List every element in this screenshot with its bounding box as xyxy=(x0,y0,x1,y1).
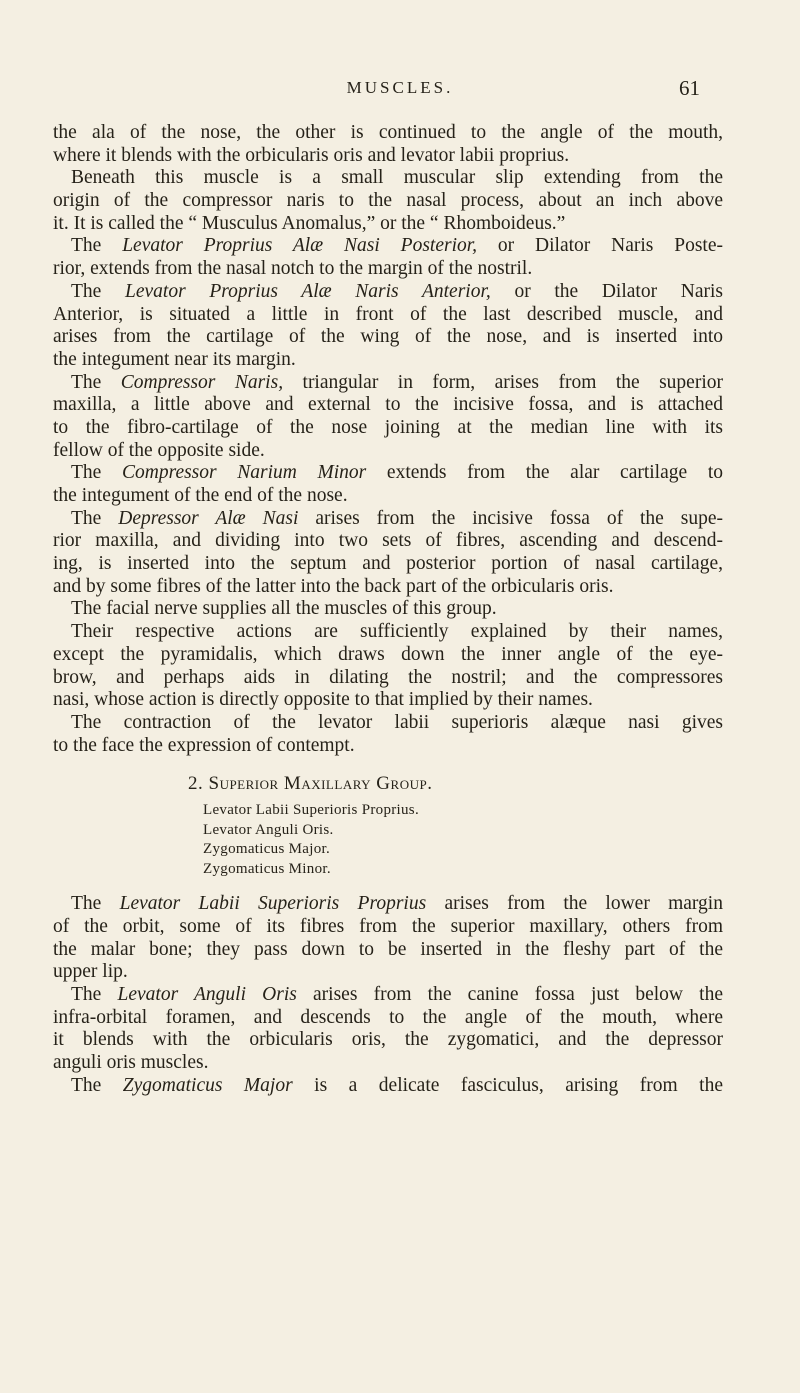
text-run: origin of the compressor naris to the nasal process, about an inch above xyxy=(53,190,723,212)
text-line xyxy=(53,1007,723,1030)
text-run: rior maxilla, and dividing into two sets of fibres, ascending and descend- xyxy=(53,530,723,552)
text-run: The xyxy=(71,462,122,484)
text-run: The facial nerve supplies all the muscles of this group. xyxy=(71,598,497,620)
text-line xyxy=(53,508,723,531)
text-run: arises from the incisive fossa of the supe- xyxy=(298,507,723,529)
text-run: The xyxy=(71,280,125,302)
text-run: Their respective actions are sufficiently explained by their names, xyxy=(71,621,723,643)
paragraph xyxy=(53,984,723,1075)
section-number: 2. xyxy=(188,773,204,795)
text-run: brow, and perhaps aids in dilating the nostril; and the compressores xyxy=(53,666,723,688)
text-line xyxy=(53,281,723,304)
text-line xyxy=(53,304,723,327)
text-line xyxy=(53,689,723,712)
text-run: anguli oris muscles. xyxy=(53,1052,209,1074)
text-line xyxy=(53,122,723,145)
text-run: The xyxy=(71,235,123,257)
text-run: extends from the alar cartilage to xyxy=(366,462,723,484)
text-run: Beneath this muscle is a small muscular slip extending from the xyxy=(71,167,723,189)
text-run: Anterior, is situated a little in front of the last described muscle, and xyxy=(53,303,723,325)
text-run: arises from the lower margin xyxy=(426,893,723,915)
text-line xyxy=(53,462,723,485)
text-run: infra-orbital foramen, and descends to the angle of the mouth, where xyxy=(53,1006,723,1028)
text-line xyxy=(53,417,723,440)
text-line xyxy=(53,984,723,1007)
text-run: is a delicate fasciculus, arising from the xyxy=(292,1074,723,1096)
text-run: the malar bone; they pass down to be inserted in the fleshy part of the xyxy=(53,938,723,960)
text-line xyxy=(53,372,723,395)
muscle-name: Levator Anguli Oris xyxy=(117,984,297,1005)
text-line xyxy=(53,190,723,213)
text-line xyxy=(53,598,723,621)
text-line xyxy=(53,576,723,599)
text-line xyxy=(53,712,723,735)
muscle-name: Compressor Narium Minor xyxy=(121,462,367,484)
muscle-list-item: Zygomaticus Minor. xyxy=(203,860,331,877)
text-line xyxy=(53,1029,723,1052)
paragraphs-before-section xyxy=(53,122,723,757)
muscle-list-item: Levator Labii Superioris Proprius. xyxy=(203,802,419,819)
text-run: ing, is inserted into the septum and posterior portion of nasal cartilage, xyxy=(53,553,723,575)
text-line xyxy=(53,961,723,984)
text-line xyxy=(53,1075,723,1098)
text-run: where it blends with the orbicularis oris and levator labii proprius. xyxy=(53,144,570,166)
running-title: MUSCLES. xyxy=(346,78,454,97)
text-run: or the Dilator Naris xyxy=(490,280,723,302)
text-run: the ala of the nose, the other is continued to the angle of the mouth, xyxy=(53,122,723,143)
paragraph xyxy=(53,893,723,984)
text-line xyxy=(53,553,723,576)
text-line xyxy=(53,485,723,508)
paragraph xyxy=(53,372,723,463)
muscle-name: Compressor Naris, xyxy=(120,371,284,393)
section-title: Superior Maxillary Group. xyxy=(208,773,433,795)
text-run: maxilla, a little above and external to the incisive fossa, and is attached xyxy=(53,394,723,416)
text-run: The contraction of the levator labii superioris alæque nasi gives xyxy=(71,711,723,733)
text-run: triangular in form, arises from the superior xyxy=(283,371,723,393)
text-line xyxy=(53,235,723,258)
text-line xyxy=(53,916,723,939)
section-heading xyxy=(53,767,723,801)
text-run: rior, extends from the nasal notch to the margin of the nostril. xyxy=(53,258,533,280)
text-run: The xyxy=(71,893,120,915)
text-line xyxy=(53,394,723,417)
text-line xyxy=(53,893,723,916)
paragraph xyxy=(53,281,723,372)
text-run: The xyxy=(71,507,119,529)
muscle-name: Depressor Alæ Nasi xyxy=(118,507,299,529)
muscle-name: Zygomaticus Major xyxy=(122,1074,293,1096)
paragraph xyxy=(53,621,723,712)
muscle-list xyxy=(53,801,723,879)
text-run: to the fibro-cartilage of the nose joining at the median line with its xyxy=(53,416,723,438)
paragraph xyxy=(53,598,723,621)
text-run: or Dilator Naris Poste- xyxy=(477,235,723,257)
text-line xyxy=(53,167,723,190)
text-line xyxy=(53,258,723,281)
paragraph xyxy=(53,508,723,599)
text-run: The xyxy=(71,371,121,393)
text-line xyxy=(53,326,723,349)
text-run: it. It is called the “ Musculus Anomalus,” or the “ Rhomboideus.” xyxy=(53,212,566,234)
text-line xyxy=(53,349,723,372)
text-run: arises from the cartilage of the wing of the nose, and is inserted into xyxy=(53,326,723,348)
text-run: upper lip. xyxy=(53,961,128,983)
text-line xyxy=(53,1052,723,1075)
muscle-list-item: Zygomaticus Major. xyxy=(203,841,331,858)
paragraph xyxy=(53,1075,723,1098)
paragraph xyxy=(53,462,723,507)
muscle-list-item: Levator Anguli Oris. xyxy=(203,821,334,838)
muscle-name: Levator Proprius Alæ Nasi Posterior, xyxy=(122,235,478,257)
text-line xyxy=(53,644,723,667)
text-run: and by some fibres of the latter into the back part of the orbicularis oris. xyxy=(53,575,614,597)
text-run: arises from the canine fossa just below the xyxy=(296,984,723,1005)
text-line xyxy=(53,213,723,236)
paragraph xyxy=(53,712,723,757)
running-head xyxy=(0,78,800,108)
paragraphs-after-section xyxy=(53,893,723,1097)
page-number: 61 xyxy=(679,76,700,100)
text-line xyxy=(53,440,723,463)
text-line xyxy=(53,145,723,168)
text-line xyxy=(53,939,723,962)
paragraph xyxy=(53,235,723,280)
text-run: The xyxy=(71,984,118,1005)
text-run: of the orbit, some of its fibres from the superior maxillary, others from xyxy=(53,915,723,937)
text-run: the integument of the end of the nose. xyxy=(53,485,348,506)
paragraph xyxy=(53,167,723,235)
text-run: The xyxy=(71,1074,123,1096)
text-run: nasi, whose action is directly opposite to that implied by their names. xyxy=(53,689,593,711)
text-run: to the face the expression of contempt. xyxy=(53,734,355,756)
muscle-name: Levator Labii Superioris Proprius xyxy=(119,893,427,915)
text-run: fellow of the opposite side. xyxy=(53,439,265,461)
paragraph xyxy=(53,122,723,167)
text-line xyxy=(53,621,723,644)
text-line xyxy=(53,667,723,690)
muscle-name: Levator Proprius Alæ Naris Anterior, xyxy=(125,280,491,302)
text-run: except the pyramidalis, which draws down the inner angle of the eye- xyxy=(53,643,723,665)
text-line xyxy=(53,530,723,553)
text-run: it blends with the orbicularis oris, the zygomatici, and the depressor xyxy=(53,1029,723,1051)
text-run: the integument near its margin. xyxy=(53,348,296,370)
body-text xyxy=(53,122,723,1097)
text-line xyxy=(53,735,723,758)
